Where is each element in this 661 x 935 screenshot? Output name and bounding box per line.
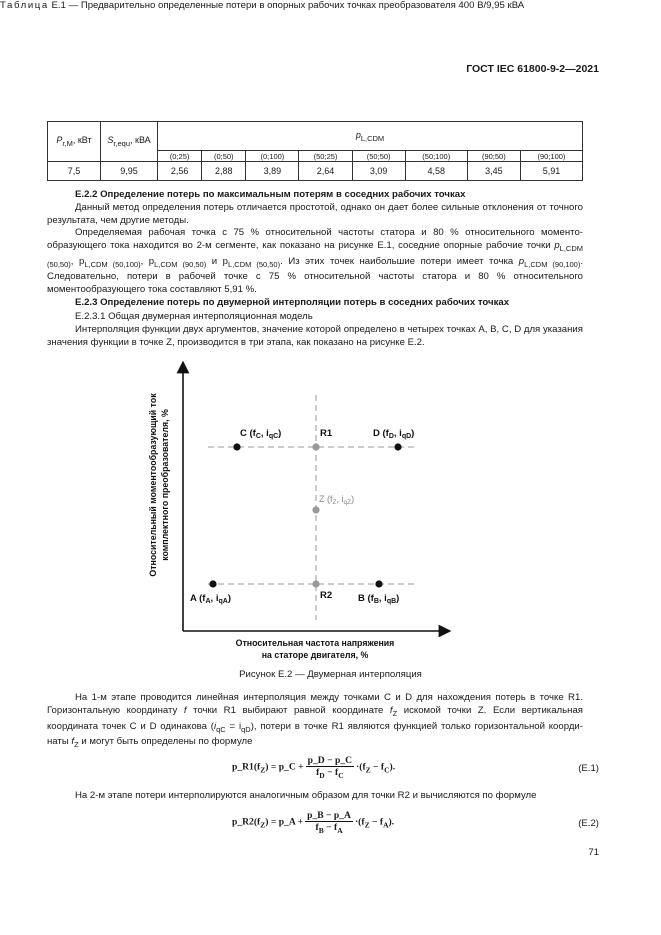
- table-cell: 9,95: [101, 162, 158, 181]
- label-r2: R2: [320, 590, 333, 601]
- point-header: (0;25): [158, 151, 202, 162]
- point-header: (50;25): [299, 151, 352, 162]
- paragraph: На 2-м этапе потери интерполируются аналогичным образом для точки R2 и вычисляются по формуле: [75, 790, 537, 801]
- label-d: D ($f_D$, $i_{qD}$): [373, 428, 415, 440]
- table-cell: 3,89: [246, 162, 299, 181]
- table-caption-label: Таблица: [0, 0, 49, 11]
- paragraph: Определяемая рабочая точка с 75 % относительной частоты статора и 80 % относительного моменто-образующего тока находится во 2-м сегменте, как показано на рисунке Е.1, соседние опорные рабочие точки $p_{L,CDM (50,50)}$, $p_{L,CDM (50,100)}$, $p_{L,CDM (90,50)}$ и $p_{L,CDM (50,50)}$. Из этих точек наибольшие потери имеет точка $p_{L,CDM (90,100)}$. Следовательно, потери в рабочей точке с 75 % относительной частоты статора и 80 % относительного моментообразующего тока составляют 5,91 %.: [47, 227, 584, 295]
- formula-number-e2: (Е.2): [578, 818, 599, 829]
- figure-caption: Рисунок Е.2 — Двумерная интерполяция: [239, 669, 422, 680]
- point-header: (0;100): [246, 151, 299, 162]
- table-cell: 3,09: [352, 162, 405, 181]
- x-axis-label-line1: Относительная частота напряжения: [235, 638, 395, 648]
- point-header: (50;100): [405, 151, 467, 162]
- table-caption-text: Е.1 — Предварительно определенные потери в опорных рабочих точках преобразователя 400 В/9,95 кВА: [48, 0, 525, 11]
- formula-e1: $p\_R1(f_Z)$ = p_C + $\frac{p\_D - p\_C}{f_D - f_C}$ $\cdot(f_Z - f_C)$.: [232, 755, 396, 780]
- col-header-prm: $P_{r,M}$, кВт: [48, 122, 101, 162]
- point-c: [233, 443, 240, 450]
- point-z: [312, 506, 319, 513]
- formula-number-e1: (Е.1): [578, 763, 599, 774]
- point-d: [394, 443, 401, 450]
- point-header: (90;50): [467, 151, 520, 162]
- label-c: C ($f_C$, $i_{qC}$): [240, 428, 282, 440]
- paragraph: Интерполяция функции двух аргументов, значение которой определено в четырех точках А, В, С, D для указания значения функции в точке Z, производится в три этапа, как показано на рисунке Е.2.: [47, 324, 583, 348]
- point-header: (90;100): [520, 151, 582, 162]
- subsection-heading: Е.2.3.1 Общая двумерная интерполяционная модель: [75, 311, 313, 322]
- label-b: B ($f_B$, $i_{qB}$): [358, 593, 400, 605]
- point-b: [375, 580, 382, 587]
- point-header: (50;50): [352, 151, 405, 162]
- section-heading-e22: Е.2.2 Определение потерь по максимальным потерям в соседних рабочих точках: [75, 189, 466, 200]
- formula-e2: $p\_R2(f_Z)$ = p_A + $\frac{p\_B - p\_A}{f_B - f_A}$ $\cdot(f_Z - f_A)$.: [232, 810, 395, 835]
- table-cell: 2,56: [158, 162, 202, 181]
- table-caption: [0, 0, 536, 13]
- x-axis-label-line2: на статоре двигателя, %: [261, 650, 369, 660]
- table-cell: 7,5: [48, 162, 101, 181]
- paragraph: Данный метод определения потерь отличается простотой, однако он дает более сильные отклонения от точного результата, чем другие методы.: [47, 202, 583, 226]
- y-axis-label-line1: Относительный моментообразующий ток: [148, 393, 158, 577]
- label-z: Z ($f_Z$, $i_{qZ}$): [319, 494, 355, 506]
- label-a: A ($f_A$, $i_{qA}$): [190, 593, 231, 605]
- point-r2: [312, 580, 319, 587]
- paragraph: На 1-м этапе проводится линейная интерполяция между точками С и D для нахождения потерь в точке R1. Горизонтальную координату f точки R1 выбирают равной координате $f_Z$ искомой точки Z. Если вертикальная координата точек С и D одинакова $(i_{qC} = i_{qD})$, потери в точке R1 являются функцией только горизонтальной коорди-наты $f_Z$ и могут быть определены по формуле: [47, 692, 583, 750]
- table-cell: 2,88: [202, 162, 246, 181]
- table-cell: 4,58: [405, 162, 467, 181]
- table-row: [48, 162, 583, 181]
- label-r1: R1: [320, 428, 333, 439]
- losses-table: [47, 121, 583, 181]
- page-number: 71: [588, 847, 599, 858]
- y-axis-label-line2: комплектного преобразователя, %: [160, 409, 170, 561]
- point-r1: [312, 443, 319, 450]
- table-cell: 2,64: [299, 162, 352, 181]
- interpolation-figure: [0, 355, 661, 667]
- table-cell: 3,45: [467, 162, 520, 181]
- document-header: ГОСТ IEC 61800-9-2—2021: [466, 63, 599, 75]
- table-cell: 5,91: [520, 162, 582, 181]
- point-header: (0;50): [202, 151, 246, 162]
- section-heading-e23: Е.2.3 Определение потерь по двумерной интерполяции потерь в соседних рабочих точках: [75, 297, 510, 308]
- col-group-header: $p_{L,CDM}$: [158, 122, 583, 151]
- point-a: [209, 580, 216, 587]
- col-header-srequ: $S_{r,equ}$, кВА: [101, 122, 158, 162]
